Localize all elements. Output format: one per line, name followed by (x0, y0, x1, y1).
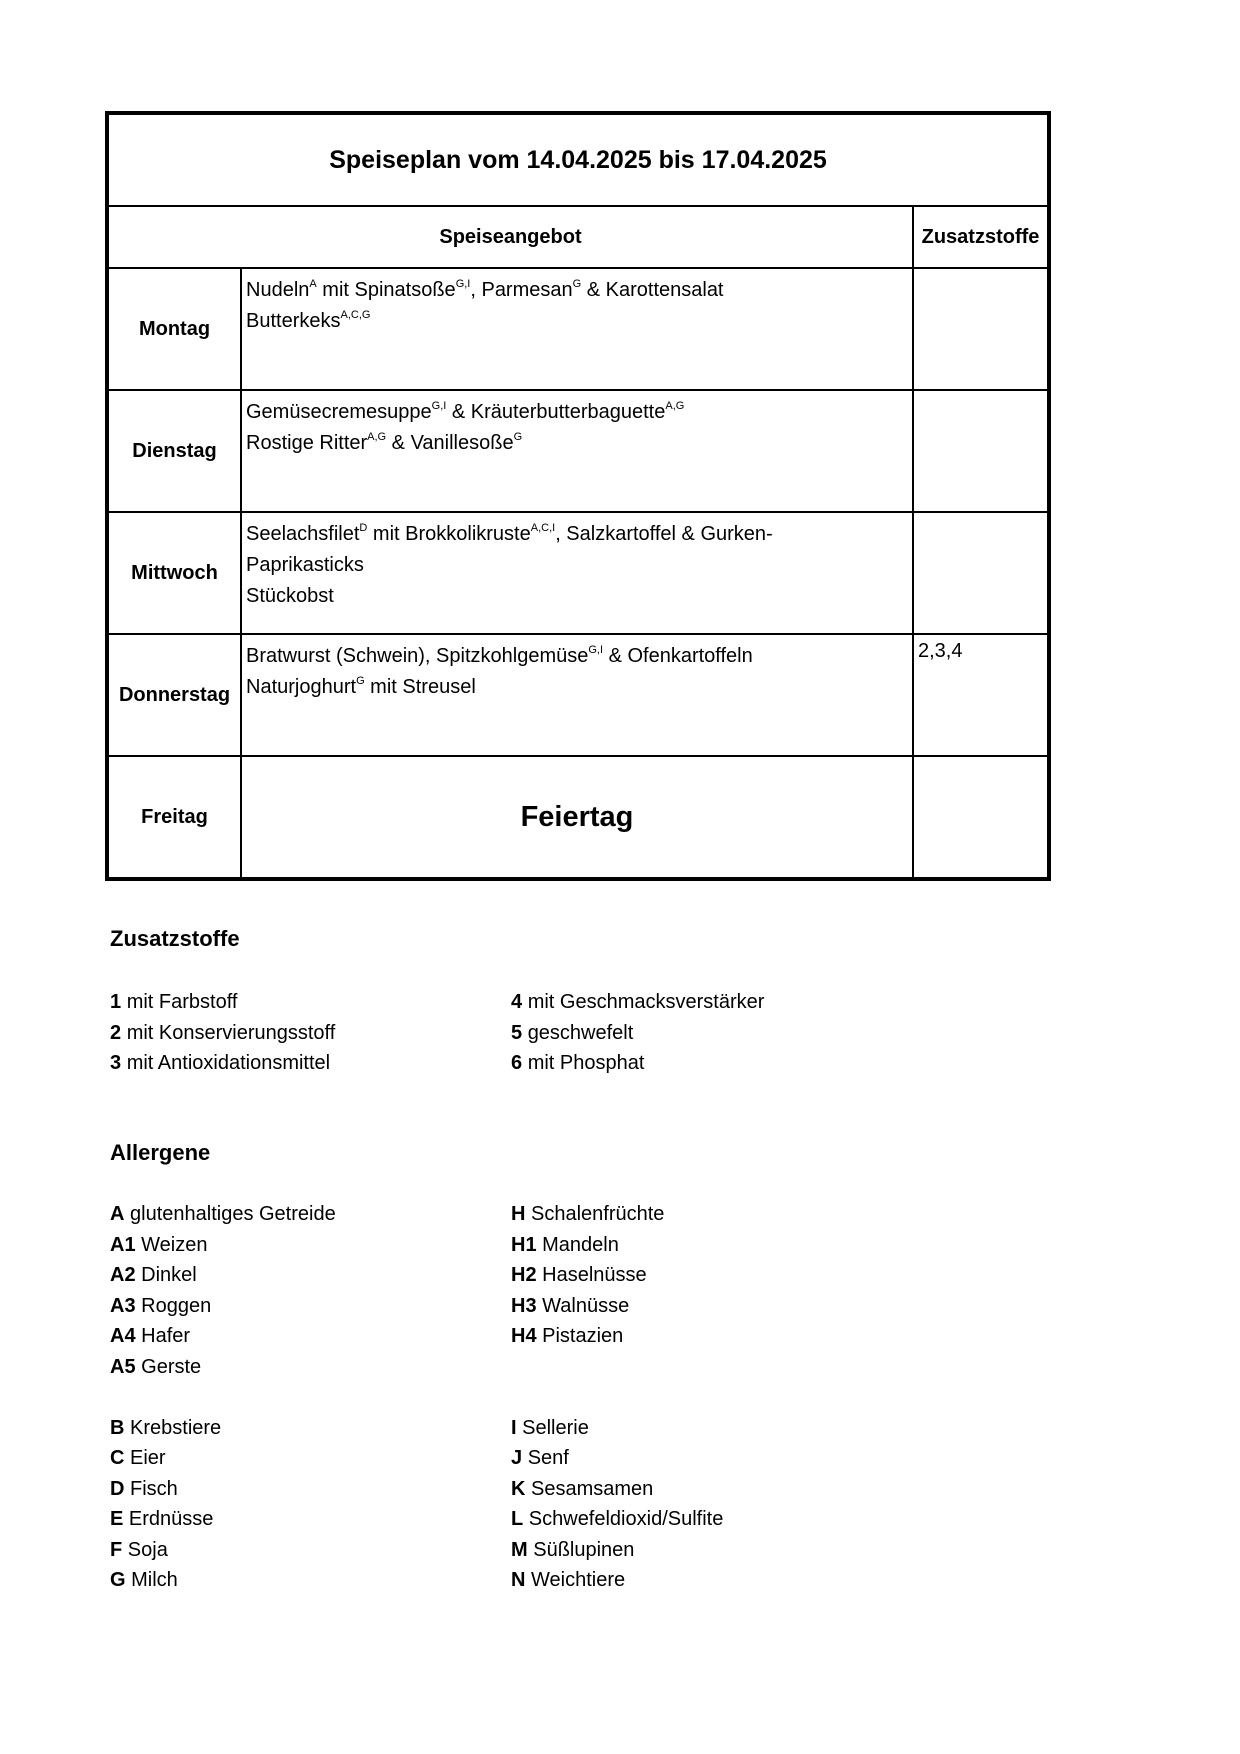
legend-code: H (511, 1203, 526, 1225)
zusatzstoffe-list-right (511, 987, 764, 1079)
allergen-code: A,C,G (340, 309, 371, 321)
legend-code: A1 (110, 1233, 136, 1256)
menu-table (105, 111, 1051, 881)
legend-item (511, 1291, 723, 1322)
legend-code: 3 (110, 1052, 122, 1074)
meal-text: Bratwurst (Schwein), Spitzkohlgemüse (246, 645, 589, 667)
legend-code: A (110, 1203, 125, 1225)
legend-label: Haselnüsse (542, 1264, 647, 1286)
additives-cell: 2,3,4 (913, 634, 1049, 756)
additives-cell (913, 268, 1049, 390)
legend-label: mit Antioxidationsmittel (126, 1052, 331, 1074)
legend-code: N (511, 1569, 526, 1591)
allergen-code: D (359, 522, 368, 534)
day-row-mittwoch (107, 512, 1049, 634)
meal-line (246, 672, 908, 703)
legend-item (110, 1352, 336, 1383)
legend-item (511, 1352, 723, 1383)
header-speiseangebot: Speiseangebot (107, 206, 913, 268)
legend-label: Fisch (130, 1477, 178, 1500)
legend-code: A5 (110, 1355, 136, 1378)
legend-item (110, 1382, 336, 1413)
legend-label: Pistazien (542, 1325, 624, 1347)
legend-item (511, 1474, 723, 1505)
allergen-code: A,G (665, 400, 685, 412)
zusatzstoffe-list-left (110, 987, 335, 1079)
allergene-list-left (110, 1199, 336, 1596)
meal-text: Paprikasticks (246, 554, 364, 576)
legend-label: Milch (131, 1569, 178, 1591)
legend-item (110, 1260, 336, 1291)
legend-label: Senf (527, 1447, 569, 1469)
day-row-freitag (107, 756, 1049, 879)
additives-cell (913, 512, 1049, 634)
legend-item (511, 1048, 764, 1079)
legend-label: mit Konservierungsstoff (126, 1021, 336, 1044)
legend-code: A2 (110, 1264, 136, 1286)
legend-item (511, 1199, 723, 1230)
legend-item (110, 1535, 336, 1566)
legend-label: mit Geschmacksverstärker (527, 991, 765, 1013)
legend-item (110, 1443, 336, 1474)
legend-item (511, 1535, 723, 1566)
legend-label: Sesamsamen (531, 1477, 654, 1500)
legend-label: geschwefelt (527, 1021, 634, 1044)
meal-cell (241, 512, 913, 634)
legend-label: Weichtiere (531, 1569, 626, 1591)
legend-item (110, 1018, 335, 1049)
legend-label: Süßlupinen (533, 1538, 635, 1561)
legend-label: Hafer (141, 1325, 191, 1347)
allergen-code: G (356, 675, 365, 687)
legend-item (511, 987, 764, 1018)
legend-item (511, 1018, 764, 1049)
meal-line (246, 275, 908, 306)
meal-text: Gemüsecremesuppe (246, 401, 432, 423)
day-label: Mittwoch (107, 512, 241, 634)
legend-item (511, 1565, 723, 1596)
legend-code: M (511, 1538, 528, 1561)
legend-item (110, 987, 335, 1018)
meal-cell (241, 634, 913, 756)
legend-code: 5 (511, 1021, 523, 1044)
legend-label: mit Farbstoff (126, 991, 238, 1013)
meal-text: Seelachsfilet (246, 523, 360, 545)
meal-text: & Ofenkartoffeln (603, 645, 753, 667)
meal-cell (241, 390, 913, 512)
zusatzstoffe-heading: Zusatzstoffe (110, 926, 240, 951)
legend-label: Roggen (141, 1294, 212, 1317)
allergen-code: A,G (367, 431, 387, 443)
additives-cell (913, 390, 1049, 512)
legend-label: Weizen (141, 1233, 208, 1256)
legend-item (110, 1291, 336, 1322)
legend-item (511, 1230, 723, 1261)
meal-line (246, 397, 908, 428)
legend-code: A3 (110, 1294, 136, 1317)
meal-line (246, 550, 908, 581)
legend-item (110, 1321, 336, 1352)
legend-label: glutenhaltiges Getreide (130, 1203, 336, 1225)
legend-item (110, 1565, 336, 1596)
legend-code: H1 (511, 1233, 537, 1256)
meal-text: & Vanillesoße (386, 432, 514, 454)
legend-item (110, 1230, 336, 1261)
legend-item (511, 1443, 723, 1474)
legend-item (511, 1260, 723, 1291)
legend-label: Mandeln (542, 1233, 619, 1256)
legend-label: Eier (130, 1447, 166, 1469)
legend-code: H2 (511, 1264, 537, 1286)
meal-text: & Kräuterbutterbaguette (446, 401, 666, 423)
day-row-montag (107, 268, 1049, 390)
legend-code: H4 (511, 1325, 537, 1347)
meal-cell (241, 268, 913, 390)
legend-code: A4 (110, 1325, 136, 1347)
legend-label: Schalenfrüchte (531, 1203, 665, 1225)
legend-label: Soja (127, 1538, 168, 1561)
meal-text: mit Spinatsoße (316, 279, 456, 301)
day-label: Donnerstag (107, 634, 241, 756)
legend-item (110, 1048, 335, 1079)
legend-code: H3 (511, 1294, 537, 1317)
day-label: Dienstag (107, 390, 241, 512)
legend-code: K (511, 1477, 526, 1500)
meal-text: Stückobst (246, 585, 334, 607)
legend-label: Erdnüsse (128, 1508, 214, 1530)
allergen-code: G,I (455, 278, 471, 290)
meal-text: mit Brokkolikruste (367, 523, 531, 545)
allergene-list-right (511, 1199, 723, 1596)
holiday-label: Feiertag (241, 756, 913, 879)
day-label: Freitag (107, 756, 241, 879)
day-row-dienstag (107, 390, 1049, 512)
meal-line (246, 519, 908, 550)
legend-code: G (110, 1569, 126, 1591)
allergen-code: G (572, 278, 582, 290)
legend-code: C (110, 1447, 125, 1469)
meal-text: Butterkeks (246, 310, 341, 332)
legend-code: 4 (511, 991, 523, 1013)
legend-code: J (511, 1447, 523, 1469)
legend-item (110, 1199, 336, 1230)
legend-label: Dinkel (141, 1264, 197, 1286)
meal-text: & Karottensalat (581, 279, 724, 301)
legend-code: I (511, 1416, 517, 1439)
meal-text: Nudeln (246, 279, 310, 301)
menu-title: Speiseplan vom 14.04.2025 bis 17.04.2025 (107, 113, 1049, 206)
legend-code: D (110, 1477, 125, 1500)
legend-code: 1 (110, 991, 122, 1013)
meal-line (246, 641, 908, 672)
allergen-code: G (513, 431, 523, 443)
meal-text: mit Streusel (364, 676, 476, 698)
legend-label: Krebstiere (130, 1416, 222, 1439)
legend-label: Sellerie (522, 1416, 589, 1439)
allergene-heading: Allergene (110, 1140, 211, 1165)
allergen-code: G,I (431, 400, 447, 412)
meal-line (246, 428, 908, 459)
header-zusatzstoffe: Zusatzstoffe (913, 206, 1049, 268)
legend-code: B (110, 1416, 125, 1439)
legend-label: mit Phosphat (527, 1052, 645, 1074)
legend-item (511, 1504, 723, 1535)
legend-label: Schwefeldioxid/Sulfite (528, 1508, 724, 1530)
meal-line (246, 306, 908, 337)
legend-code: F (110, 1538, 123, 1561)
legend-label: Gerste (141, 1355, 202, 1378)
meal-text: Rostige Ritter (246, 432, 368, 454)
additives-cell (913, 756, 1049, 879)
legend-item (110, 1413, 336, 1444)
day-label: Montag (107, 268, 241, 390)
meal-text: , Salzkartoffel & Gurken- (555, 523, 773, 545)
legend-code: 2 (110, 1021, 122, 1044)
legend-item (511, 1382, 723, 1413)
legend-code: E (110, 1508, 124, 1530)
legend-item (110, 1474, 336, 1505)
legend-code: 6 (511, 1052, 523, 1074)
allergen-code: G,I (588, 644, 604, 656)
allergen-code: A,C,I (530, 522, 556, 534)
legend-item (511, 1413, 723, 1444)
meal-line (246, 581, 908, 612)
legend-item (110, 1504, 336, 1535)
meal-text: Naturjoghurt (246, 676, 357, 698)
meal-text: , Parmesan (470, 279, 573, 301)
legend-item (511, 1321, 723, 1352)
allergen-code: A (309, 278, 317, 290)
legend-label: Walnüsse (542, 1294, 630, 1317)
day-row-donnerstag (107, 634, 1049, 756)
legend-code: L (511, 1508, 524, 1530)
